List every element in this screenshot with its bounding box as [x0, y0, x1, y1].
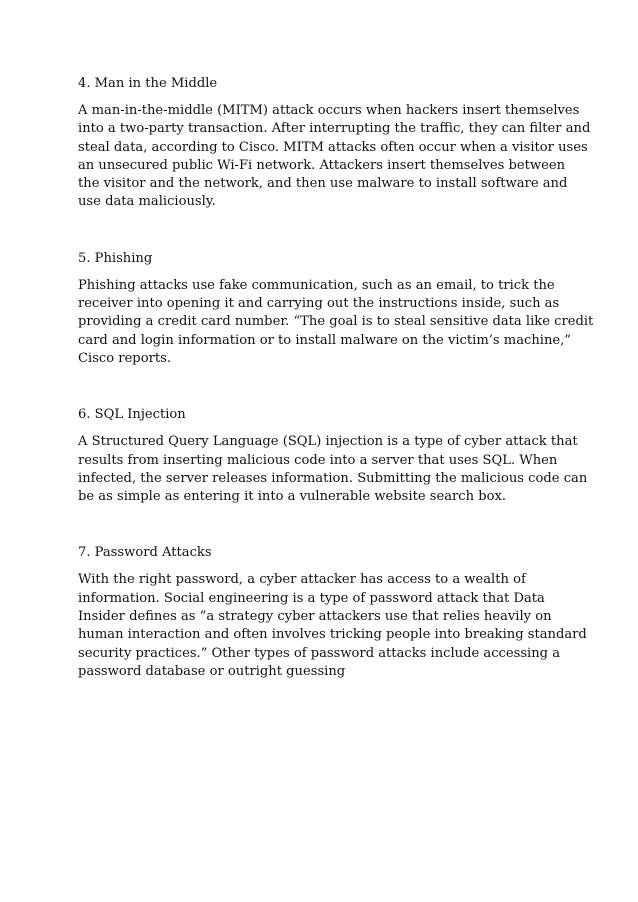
paragraph-line: card and login information or to install malware on the victim’s machine,”: [78, 332, 571, 348]
paragraph-line: use data maliciously.: [78, 194, 216, 210]
paragraph-line: A Structured Query Language (SQL) injection is a type of cyber attack that: [78, 434, 578, 450]
paragraph-line: infected, the server releases information. Submitting the malicious code can: [78, 470, 588, 486]
section-paragraph: [78, 277, 594, 368]
paragraph-line: security practices.” Other types of password attacks include accessing a: [78, 645, 561, 661]
paragraph-line: steal data, according to Cisco. MITM attacks often occur when a visitor uses: [78, 139, 588, 155]
paragraph-line: be as simple as entering it into a vulnerable website search box.: [78, 489, 507, 505]
section-heading: 4. Man in the Middle: [78, 76, 218, 91]
paragraph-line: human interaction and often involves tricking people into breaking standard: [78, 627, 587, 643]
section-phishing: [78, 250, 594, 368]
section-heading: 7. Password Attacks: [78, 545, 212, 561]
paragraph-line: information. Social engineering is a type of password attack that Data: [78, 590, 545, 606]
section-sql-injection: [78, 406, 588, 506]
paragraph-line: receiver into opening it and carrying out the instructions inside, such as: [78, 296, 560, 312]
section-paragraph: [78, 102, 591, 212]
paragraph-line: Phishing attacks use fake communication, such as an email, to trick the: [78, 277, 555, 293]
paragraph-line: results from inserting malicious code into a server that uses SQL. When: [78, 452, 558, 468]
section-heading: 6. SQL Injection: [78, 407, 186, 423]
section-heading: 5. Phishing: [78, 250, 153, 266]
paragraph-line: Cisco reports.: [78, 350, 171, 366]
paragraph-line: password database or outright guessing: [78, 663, 346, 679]
paragraph-line: the visitor and the network, and then use malware to install software and: [78, 176, 568, 192]
paragraph-line: A man-in-the-middle (MITM) attack occurs when hackers insert themselves: [78, 103, 580, 118]
paragraph-line: Insider defines as “a strategy cyber attackers use that relies heavily on: [78, 609, 552, 625]
section-paragraph: [78, 571, 587, 681]
paragraph-line: into a two-party transaction. After interrupting the traffic, they can filter and: [78, 121, 591, 137]
section-password-attacks: [78, 544, 587, 681]
paragraph-line: With the right password, a cyber attacker has access to a wealth of: [78, 572, 526, 588]
section-man-in-the-middle: [78, 75, 591, 212]
paragraph-line: an unsecured public Wi-Fi network. Attackers insert themselves between: [78, 157, 566, 173]
document-body: [78, 75, 594, 681]
section-paragraph: [78, 433, 588, 506]
paragraph-line: providing a credit card number. “The goal is to steal sensitive data like credit: [78, 314, 594, 330]
